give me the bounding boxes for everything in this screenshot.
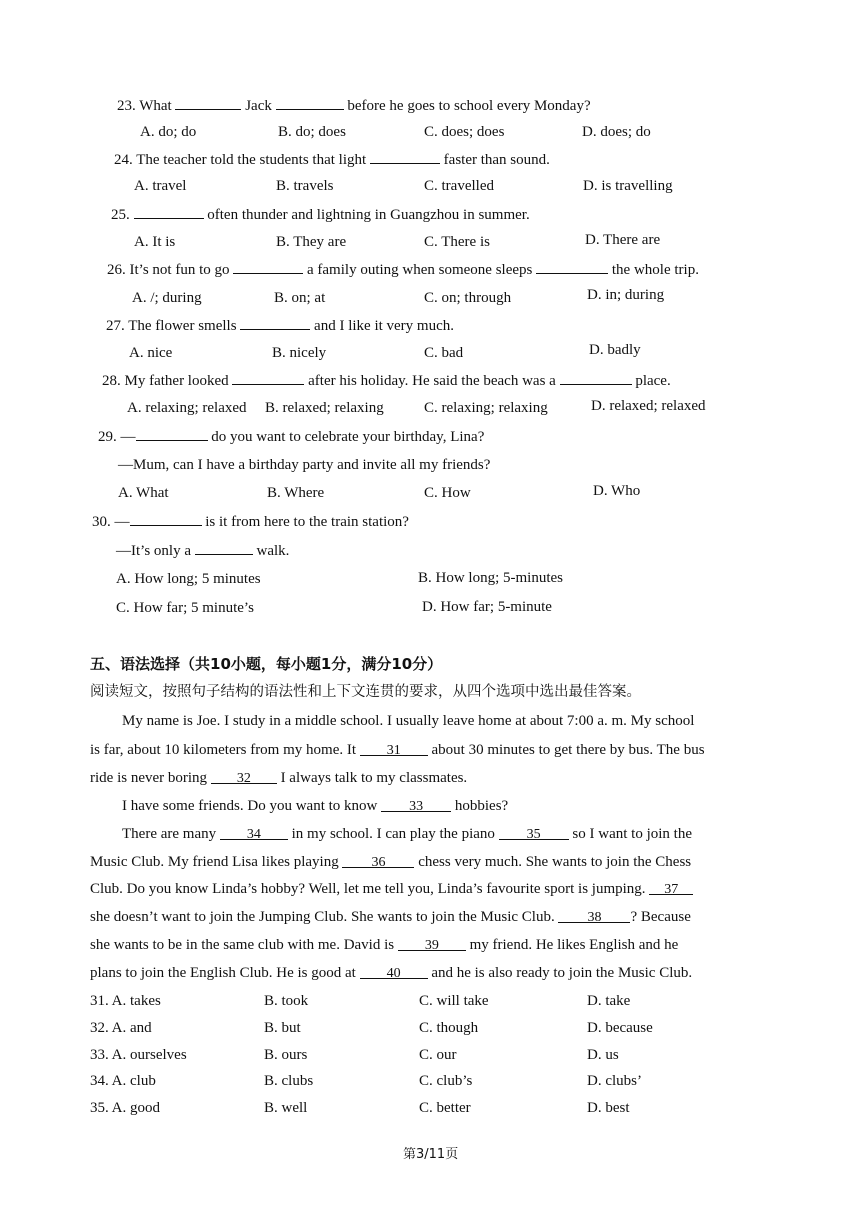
passage-line-4: I have some friends. Do you want to know 33 hobbies? <box>122 798 509 814</box>
question-29-stem: 29. — do you want to celebrate your birthday, Lina? <box>98 426 484 447</box>
q31-option-c: C. will take <box>419 993 489 1009</box>
q35-option-b: B. well <box>264 1100 308 1116</box>
section-instruction: 阅读短文，按照句子结构的语法性和上下文连贯的要求，从四个选项中选出最佳答案。 <box>90 684 641 700</box>
question-26-option-b: B. on; at <box>274 290 326 306</box>
q33-option-c: C. our <box>419 1047 457 1063</box>
section-heading: 五、语法选择（共10小题，每小题1分，满分10分） <box>90 655 443 673</box>
question-24-option-a: A. travel <box>134 178 187 194</box>
q35-option-c: C. better <box>419 1100 471 1116</box>
question-29-reply: —Mum, can I have a birthday party and invite all my friends? <box>118 457 491 473</box>
question-30-option-d: D. How far; 5-minute <box>422 599 552 615</box>
question-25-option-a: A. It is <box>134 234 176 250</box>
q33-option-d: D. us <box>587 1047 619 1063</box>
passage-line-1: My name is Joe. I study in a middle school. I usually leave home at about 7:00 a. m. My school <box>122 713 695 729</box>
question-26-stem: 26. It’s not fun to go a family outing when someone sleeps the whole trip. <box>107 259 699 280</box>
q32-option-c: C. though <box>419 1020 479 1036</box>
question-24-option-c: C. travelled <box>424 178 494 194</box>
question-29-option-b: B. Where <box>267 485 325 501</box>
question-29-option-a: A. What <box>118 485 169 501</box>
question-27-stem: 27. The flower smells and I like it very much. <box>106 315 454 336</box>
passage-line-8: she doesn’t want to join the Jumping Club. She wants to join the Music Club. 38 ? Because <box>90 909 691 925</box>
question-28-option-d: D. relaxed; relaxed <box>591 398 706 414</box>
question-30-stem: 30. — is it from here to the train station? <box>92 511 409 532</box>
passage-line-6: Music Club. My friend Lisa likes playing 36 chess very much. She wants to join the Chess <box>90 854 692 870</box>
question-28-option-b: B. relaxed; relaxing <box>265 400 384 416</box>
question-30-option-a: A. How long; 5 minutes <box>116 571 261 587</box>
question-27-option-c: C. bad <box>424 345 464 361</box>
question-28-option-a: A. relaxing; relaxed <box>127 400 247 416</box>
q32-option-a: 32. A. and <box>90 1020 152 1036</box>
q33-option-b: B. ours <box>264 1047 308 1063</box>
question-26-option-a: A. /; during <box>132 290 202 306</box>
question-25-option-d: D. There are <box>585 232 661 248</box>
q32-option-b: B. but <box>264 1020 301 1036</box>
question-23-option-b: B. do; does <box>278 124 346 140</box>
passage-line-3: ride is never boring 32 I always talk to my classmates. <box>90 770 468 786</box>
q33-option-a: 33. A. ourselves <box>90 1047 187 1063</box>
q31-option-d: D. take <box>587 993 631 1009</box>
q31-option-a: 31. A. takes <box>90 993 161 1009</box>
question-27-option-a: A. nice <box>129 345 173 361</box>
q34-option-d: D. clubs’ <box>587 1073 642 1089</box>
question-28-stem: 28. My father looked after his holiday. He said the beach was a place. <box>102 370 671 391</box>
question-29-option-d: D. Who <box>593 483 641 499</box>
page-number: 第3/11页 <box>403 1147 459 1162</box>
question-30-option-b: B. How long; 5-minutes <box>418 570 563 586</box>
q31-option-b: B. took <box>264 993 309 1009</box>
question-27-option-d: D. badly <box>589 342 641 358</box>
q34-option-b: B. clubs <box>264 1073 314 1089</box>
question-28-option-c: C. relaxing; relaxing <box>424 400 548 416</box>
question-29-option-c: C. How <box>424 485 471 501</box>
question-24-option-b: B. travels <box>276 178 334 194</box>
question-25-stem: 25. often thunder and lightning in Guangzhou in summer. <box>111 204 530 225</box>
passage-line-10: plans to join the English Club. He is good at 40 and he is also ready to join the Music Club. <box>90 965 693 981</box>
q35-option-d: D. best <box>587 1100 630 1116</box>
question-30-reply: —It’s only a walk. <box>116 540 289 561</box>
question-25-option-b: B. They are <box>276 234 347 250</box>
question-30-option-c: C. How far; 5 minute’s <box>116 600 254 616</box>
question-26-option-c: C. on; through <box>424 290 512 306</box>
question-23-option-a: A. do; do <box>140 124 197 140</box>
question-24-option-d: D. is travelling <box>583 178 673 194</box>
passage-line-7: Club. Do you know Linda’s hobby? Well, let me tell you, Linda’s favourite sport is jumping. 37 <box>90 879 693 899</box>
q35-option-a: 35. A. good <box>90 1100 161 1116</box>
question-24-stem: 24. The teacher told the students that light faster than sound. <box>114 149 550 170</box>
q34-option-c: C. club’s <box>419 1073 473 1089</box>
question-27-option-b: B. nicely <box>272 345 327 361</box>
question-26-option-d: D. in; during <box>587 287 665 303</box>
question-23-option-c: C. does; does <box>424 124 505 140</box>
question-23-option-d: D. does; do <box>582 124 651 140</box>
passage-line-9: she wants to be in the same club with me. David is 39 my friend. He likes English and he <box>90 937 679 953</box>
q34-option-a: 34. A. club <box>90 1073 156 1089</box>
question-25-option-c: C. There is <box>424 234 490 250</box>
question-23-stem: 23. What Jack before he goes to school every Monday? <box>117 95 591 116</box>
passage-line-5: There are many 34 in my school. I can play the piano 35 so I want to join the <box>122 826 692 842</box>
q32-option-d: D. because <box>587 1020 653 1036</box>
passage-line-2: is far, about 10 kilometers from my home. It 31 about 30 minutes to get there by bus. The bus <box>90 742 705 758</box>
